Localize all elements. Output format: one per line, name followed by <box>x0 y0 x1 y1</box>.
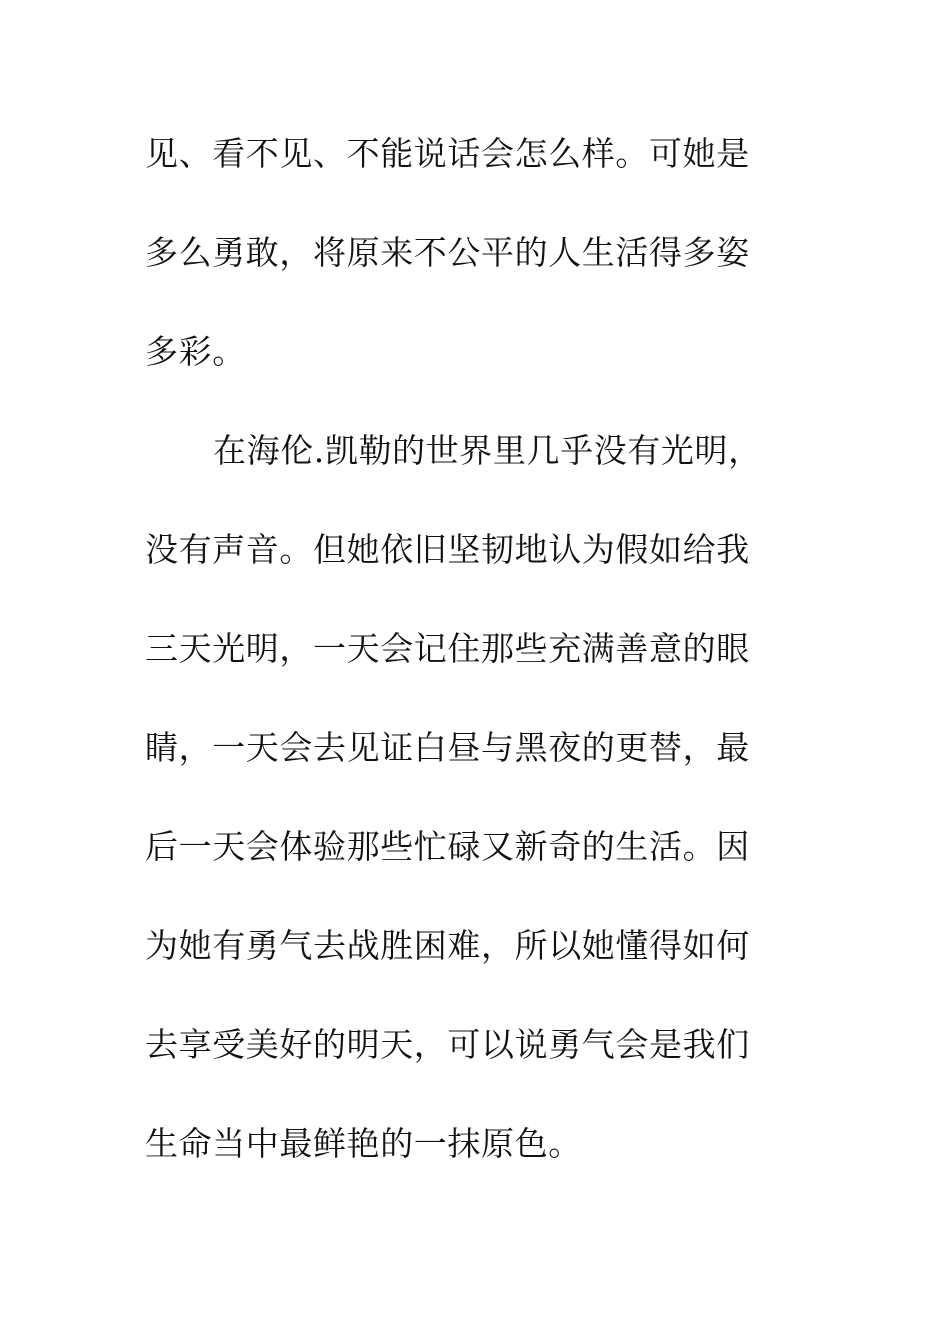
text-line: 见、看不见、不能说话会怎么样。可她是 <box>145 134 750 173</box>
text-line: 没有声音。但她依旧坚韧地认为假如给我 <box>145 530 750 569</box>
paragraph-first-line: 在海伦.凯勒的世界里几乎没有光明， <box>213 431 762 470</box>
body-text <box>145 122 785 1211</box>
text-line: 生命当中最鲜艳的一抹原色。 <box>145 1124 582 1163</box>
text-line: 为她有勇气去战胜困难，所以她懂得如何 <box>145 926 750 965</box>
text-line: 三天光明，一天会记住那些充满善意的眼 <box>145 629 750 668</box>
text-line: 去享受美好的明天，可以说勇气会是我们 <box>145 1025 750 1064</box>
text-line: 多么勇敢，将原来不公平的人生活得多姿 <box>145 233 750 272</box>
text-line: 后一天会体验那些忙碌又新奇的生活。因 <box>145 827 750 866</box>
text-line: 睛，一天会去见证白昼与黑夜的更替，最 <box>145 728 750 767</box>
text-line: 多彩。 <box>145 332 246 371</box>
